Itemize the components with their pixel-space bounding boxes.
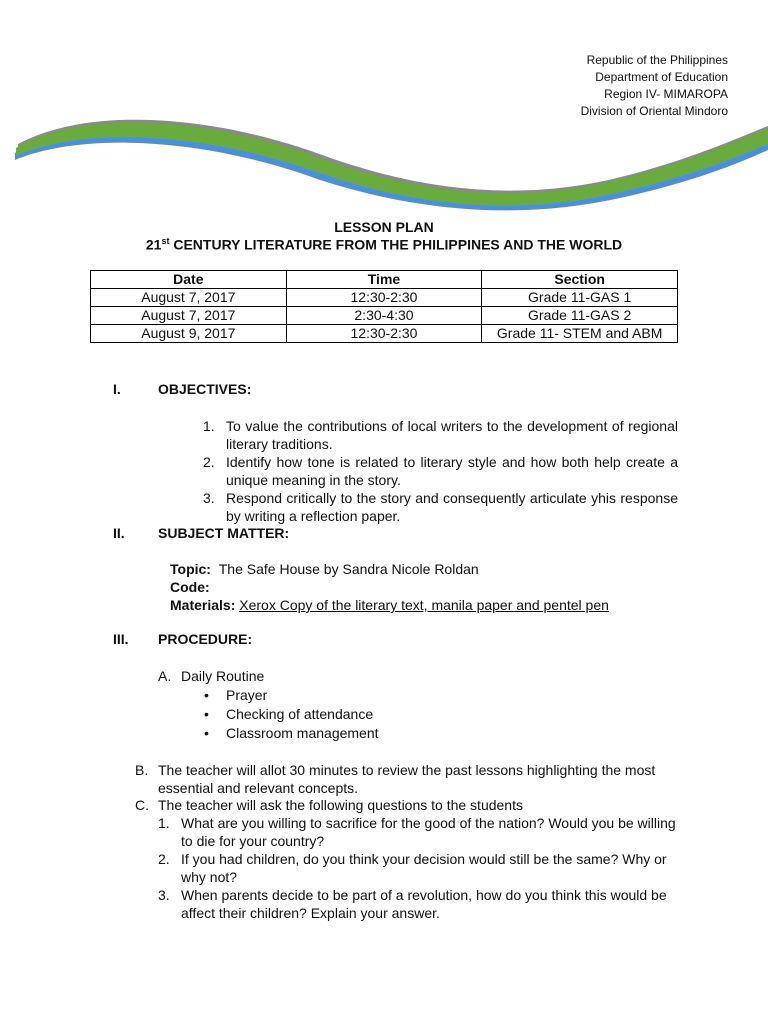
code-line [170,578,210,596]
list-item: Prayer [226,687,268,703]
list-number: 1. [158,815,170,831]
list-number: 3. [158,887,170,903]
decorative-wave-banner [0,108,768,218]
column-header-date: Date [91,271,287,289]
objective-item: To value the contributions of local writers to the development of regional literary traditions. [226,418,678,452]
table-row [91,325,678,343]
section-cell: Grade 11-GAS 2 [482,307,678,325]
letterhead-line: Republic of the Philippines [586,53,728,67]
date-cell: August 7, 2017 [91,307,287,325]
topic-label: Topic: [170,561,211,577]
procedure-a-text: Daily Routine [181,668,265,684]
column-header-section: Section [482,271,678,289]
time-cell: 12:30-2:30 [286,325,482,343]
section-cell: Grade 11-GAS 1 [482,289,678,307]
topic-line [170,560,479,578]
section-number-subject: II. [113,525,125,541]
table-row [91,307,678,325]
schedule-table [90,270,678,343]
code-label: Code: [170,579,210,595]
section-number-objectives: I. [113,381,121,397]
document-subtitle [0,236,768,253]
list-letter: A. [158,668,172,684]
letterhead-line: Region IV- MIMAROPA [604,87,728,101]
date-cell: August 7, 2017 [91,289,287,307]
procedure-c-text: The teacher will ask the following questions to the students [158,797,523,813]
materials-value: Xerox Copy of the literary text, manila paper and pentel pen [239,597,609,613]
question-item: If you had children, do you think your decision would still be the same? Why or why not? [181,851,667,885]
section-title-objectives: OBJECTIVES: [158,381,252,397]
materials-label: Materials: [170,597,236,613]
date-cell: August 9, 2017 [91,325,287,343]
table-row [91,289,678,307]
letterhead-line: Division of Oriental Mindoro [580,104,728,118]
list-item: Checking of attendance [226,706,374,722]
objective-item: Respond critically to the story and consequently articulate yhis response by writing a reflection paper. [226,490,678,524]
question-item: When parents decide to be part of a revolution, how do you think this would be affect their children? Explain your answer. [181,887,667,921]
list-number: 1. [203,418,215,434]
document-title: LESSON PLAN [334,219,434,235]
section-title-subject: SUBJECT MATTER: [158,525,290,541]
column-header-time: Time [286,271,482,289]
list-letter: C. [135,797,149,813]
section-number-procedure: III. [113,631,129,647]
question-item: What are you willing to sacrifice for the good of the nation? Would you be willing to die for your country? [181,815,676,849]
list-number: 2. [158,851,170,867]
letterhead-line: Department of Education [595,70,728,84]
procedure-b-text: The teacher will allot 30 minutes to review the past lessons highlighting the most essential and relevant concepts. [158,762,656,796]
bullet-icon: • [204,725,209,741]
objective-item: Identify how tone is related to literary style and how both help create a unique meaning in the story. [226,454,678,488]
list-letter: B. [135,762,149,778]
subtitle-superscript: st [161,236,170,246]
subtitle-prefix: 21 [145,236,162,253]
table-header-row [91,271,678,289]
list-number: 2. [203,454,215,470]
section-cell: Grade 11- STEM and ABM [482,325,678,343]
wave-green-band [16,123,768,206]
time-cell: 12:30-2:30 [286,289,482,307]
list-number: 3. [203,490,215,506]
materials-line [170,596,609,614]
bullet-icon: • [204,687,209,703]
list-item: Classroom management [226,725,379,741]
time-cell: 2:30-4:30 [286,307,482,325]
subtitle-rest: CENTURY LITERATURE FROM THE PHILIPPINES AND THE WORLD [169,236,623,253]
topic-value: The Safe House by Sandra Nicole Roldan [218,561,479,577]
section-title-procedure: PROCEDURE: [158,631,253,647]
bullet-icon: • [204,706,209,722]
